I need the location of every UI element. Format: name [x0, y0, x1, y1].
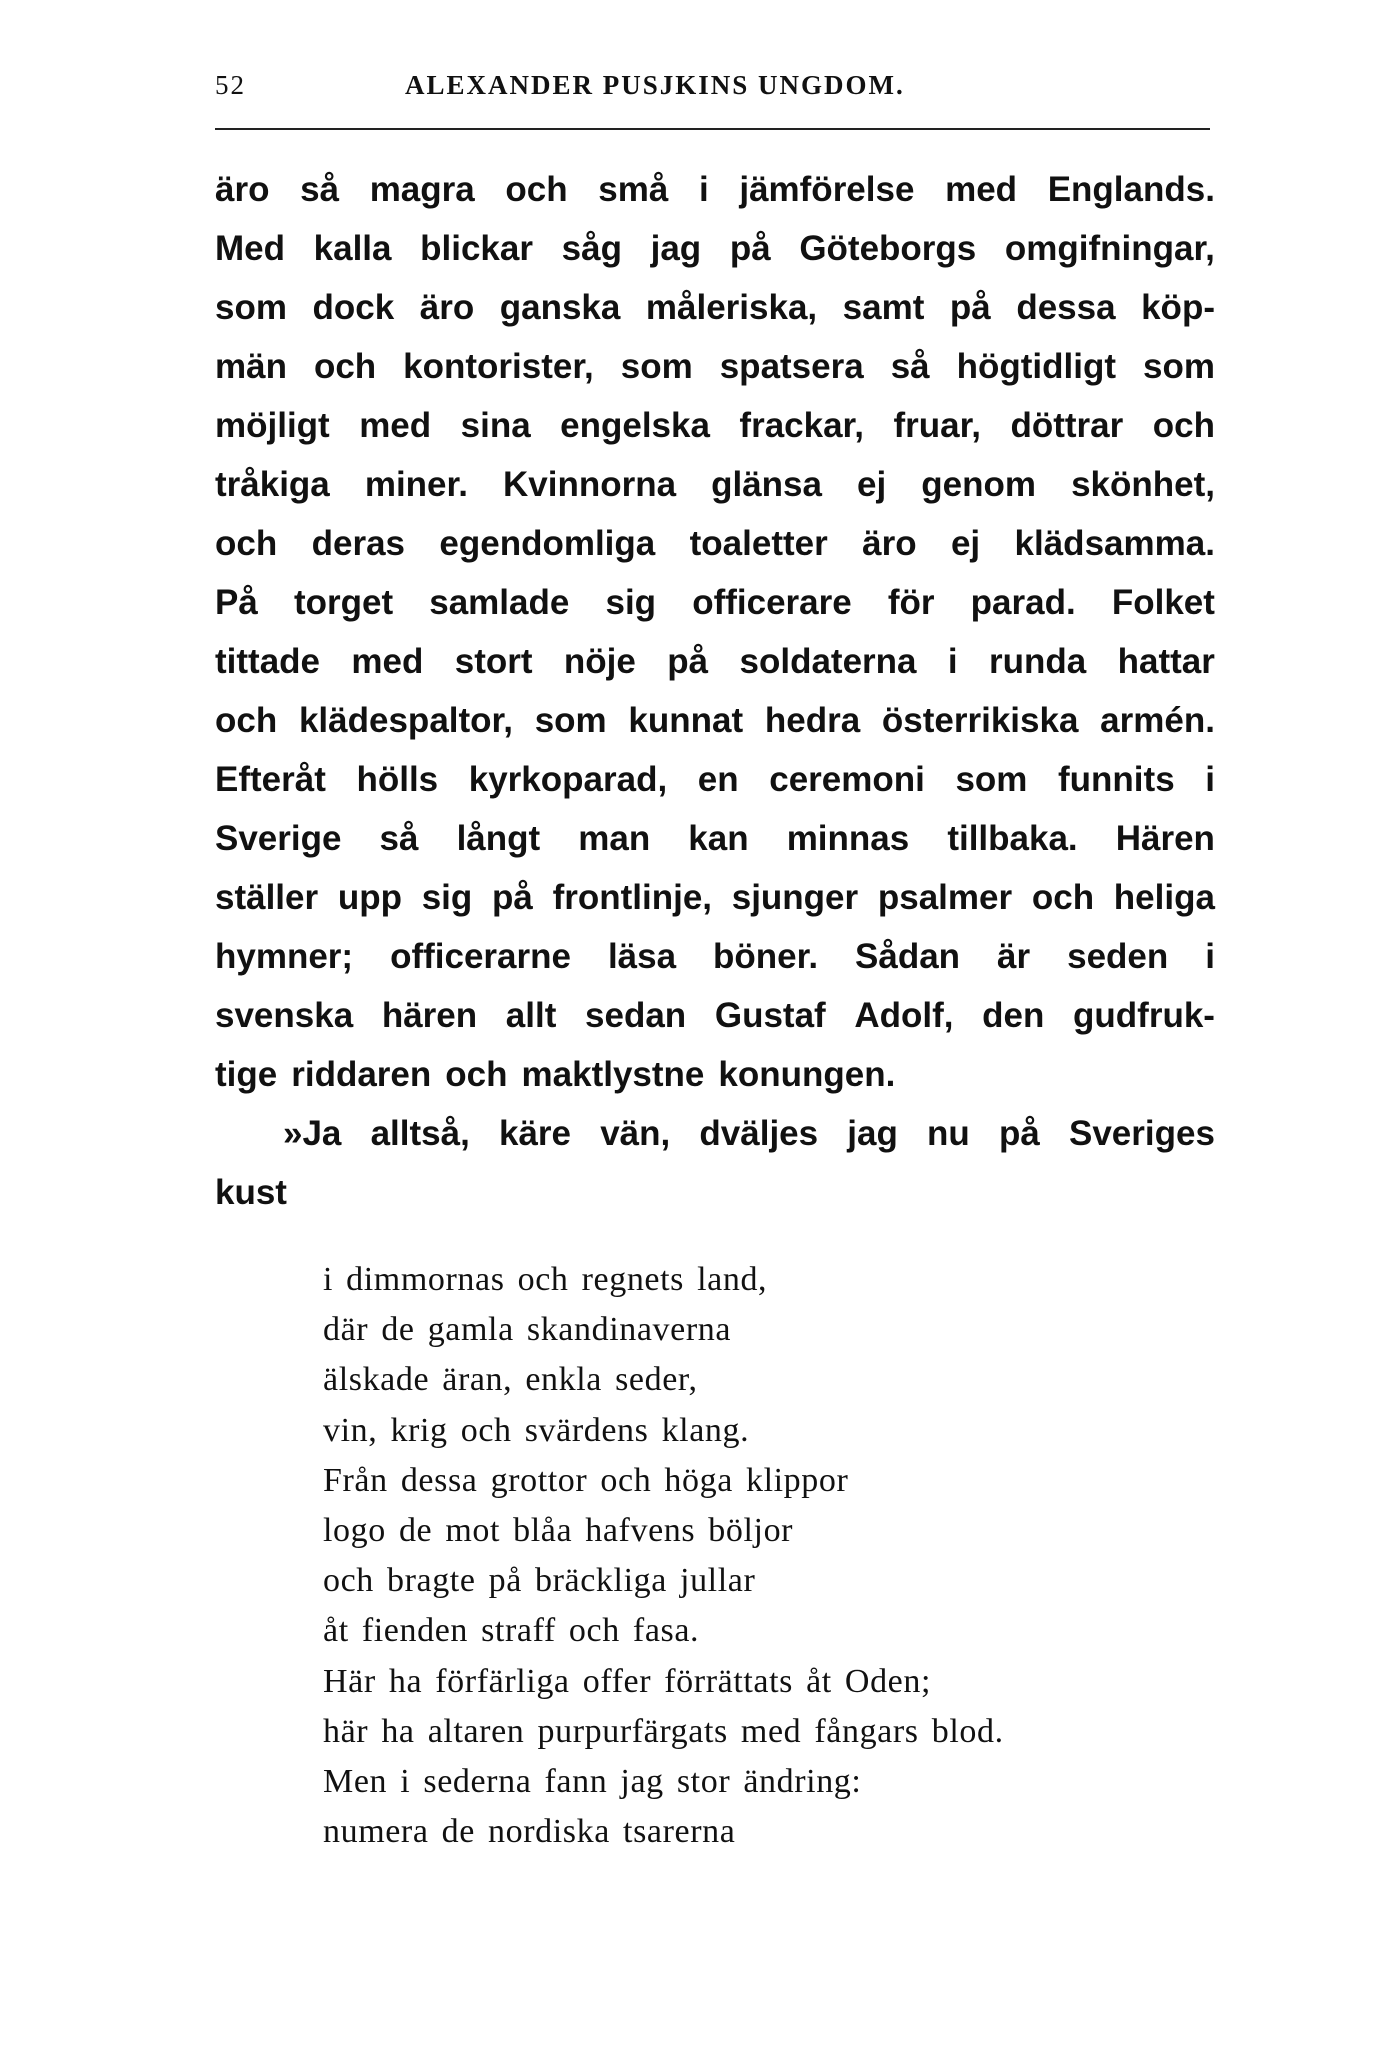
prose-line: »Ja alltså, käre vän, dväljes jag nu på Sveriges	[283, 1114, 1215, 1153]
verse-line: åt fienden straff och fasa.	[323, 1612, 700, 1650]
prose-line: Efteråt hölls kyrkoparad, en ceremoni som funnits i	[215, 760, 1215, 799]
page-header	[215, 70, 1205, 110]
prose-line: Sverige så långt man kan minnas tillbaka. Hären	[215, 819, 1215, 858]
prose-line: tråkiga miner. Kvinnorna glänsa ej genom skönhet,	[215, 465, 1215, 504]
page-number: 52	[215, 70, 246, 100]
prose-line: och klädespaltor, som kunnat hedra österrikiska armén.	[215, 701, 1215, 740]
prose-line: äro så magra och små i jämförelse med Englands.	[215, 170, 1215, 209]
prose-line: möjligt med sina engelska frackar, fruar, döttrar och	[215, 406, 1215, 445]
verse-block	[323, 1255, 1004, 1857]
verse-line: Här ha förfärliga offer förrättats åt Oden;	[323, 1662, 932, 1700]
prose-line: På torget samlade sig officerare för parad. Folket	[215, 583, 1215, 622]
prose-line: och deras egendomliga toaletter äro ej klädsamma.	[215, 524, 1215, 563]
verse-line: och bragte på bräckliga jullar	[323, 1562, 756, 1600]
verse-line: logo de mot blåa hafvens böljor	[323, 1511, 794, 1549]
prose-line: tige riddaren och maktlystne konungen.	[215, 1055, 896, 1094]
prose-line: som dock äro ganska måleriska, samt på dessa köp-	[215, 288, 1215, 327]
verse-line: i dimmornas och regnets land,	[323, 1261, 768, 1298]
prose-line: Med kalla blickar såg jag på Göteborgs omgifningar,	[215, 229, 1215, 268]
prose-line: kust	[215, 1173, 287, 1212]
verse-line: Men i sederna fann jag stor ändring:	[323, 1762, 862, 1800]
running-title: ALEXANDER PUSJKINS UNGDOM.	[405, 70, 905, 100]
verse-line: här ha altaren purpurfärgats med fångars blod.	[323, 1712, 1004, 1750]
prose-line: svenska hären allt sedan Gustaf Adolf, den gudfruk-	[215, 996, 1215, 1035]
verse-line: Från dessa grottor och höga klippor	[323, 1461, 849, 1499]
prose-line: hymner; officerarne läsa böner. Sådan är seden i	[215, 937, 1215, 976]
header-rule	[215, 128, 1210, 130]
verse-line: älskade äran, enkla seder,	[323, 1361, 698, 1399]
verse-line: där de gamla skandinaverna	[323, 1311, 732, 1349]
verse-line: numera de nordiska tsarerna	[323, 1813, 736, 1851]
verse-line: vin, krig och svärdens klang.	[323, 1411, 750, 1449]
prose-line: män och kontorister, som spatsera så högtidligt som	[215, 347, 1215, 386]
prose-body	[215, 160, 1215, 1222]
prose-line: tittade med stort nöje på soldaterna i runda hattar	[215, 642, 1215, 681]
prose-line: ställer upp sig på frontlinje, sjunger psalmer och heliga	[215, 878, 1215, 917]
